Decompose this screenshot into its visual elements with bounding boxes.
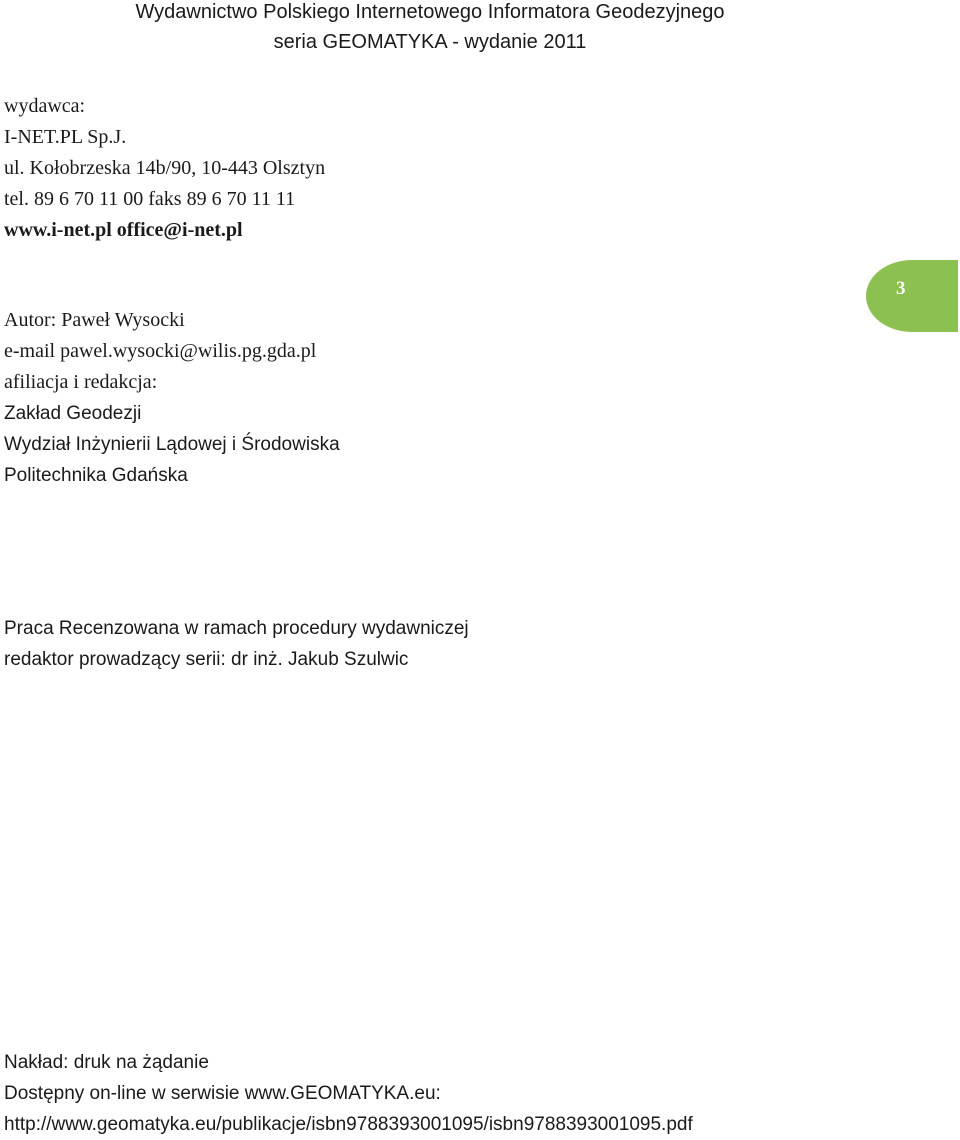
page-number: 3 xyxy=(896,278,906,299)
publication-url[interactable]: http://www.geomatyka.eu/publikacje/isbn9788393001095/isbn9788393001095.pdf xyxy=(4,1114,693,1135)
affiliation-unit: Zakład Geodezji xyxy=(4,403,142,424)
publisher-address: ul. Kołobrzeska 14b/90, 10-443 Olsztyn xyxy=(4,157,326,179)
print-info: Nakład: druk na żądanie xyxy=(4,1052,209,1073)
publisher-block xyxy=(4,91,325,246)
author-name: Autor: Paweł Wysocki xyxy=(4,309,185,331)
page-number-badge xyxy=(866,260,958,332)
footer-block xyxy=(4,1047,693,1140)
affiliation-label: afiliacja i redakcja: xyxy=(4,371,158,393)
publisher-name: I-NET.PL Sp.J. xyxy=(4,126,127,148)
review-block xyxy=(4,613,469,675)
publisher-label: wydawca: xyxy=(4,95,86,117)
author-email[interactable]: e-mail pawel.wysocki@wilis.pg.gda.pl xyxy=(4,340,317,362)
publisher-phone: tel. 89 6 70 11 00 faks 89 6 70 11 11 xyxy=(4,188,296,210)
review-note: Praca Recenzowana w ramach procedury wydawniczej xyxy=(4,618,469,639)
header-publisher-line: Wydawnictwo Polskiego Internetowego Informatora Geodezyjnego xyxy=(135,1,725,23)
publisher-web-email[interactable]: www.i-net.pl office@i-net.pl xyxy=(4,219,243,241)
affiliation-faculty: Wydział Inżynierii Lądowej i Środowiska xyxy=(4,434,340,455)
series-editor: redaktor prowadzący serii: dr inż. Jakub Szulwic xyxy=(4,649,409,670)
affiliation-university: Politechnika Gdańska xyxy=(4,465,188,486)
header-series-line: seria GEOMATYKA - wydanie 2011 xyxy=(273,31,587,53)
online-info: Dostępny on-line w serwisie www.GEOMATYKA.eu: xyxy=(4,1083,441,1104)
author-block xyxy=(4,305,340,491)
